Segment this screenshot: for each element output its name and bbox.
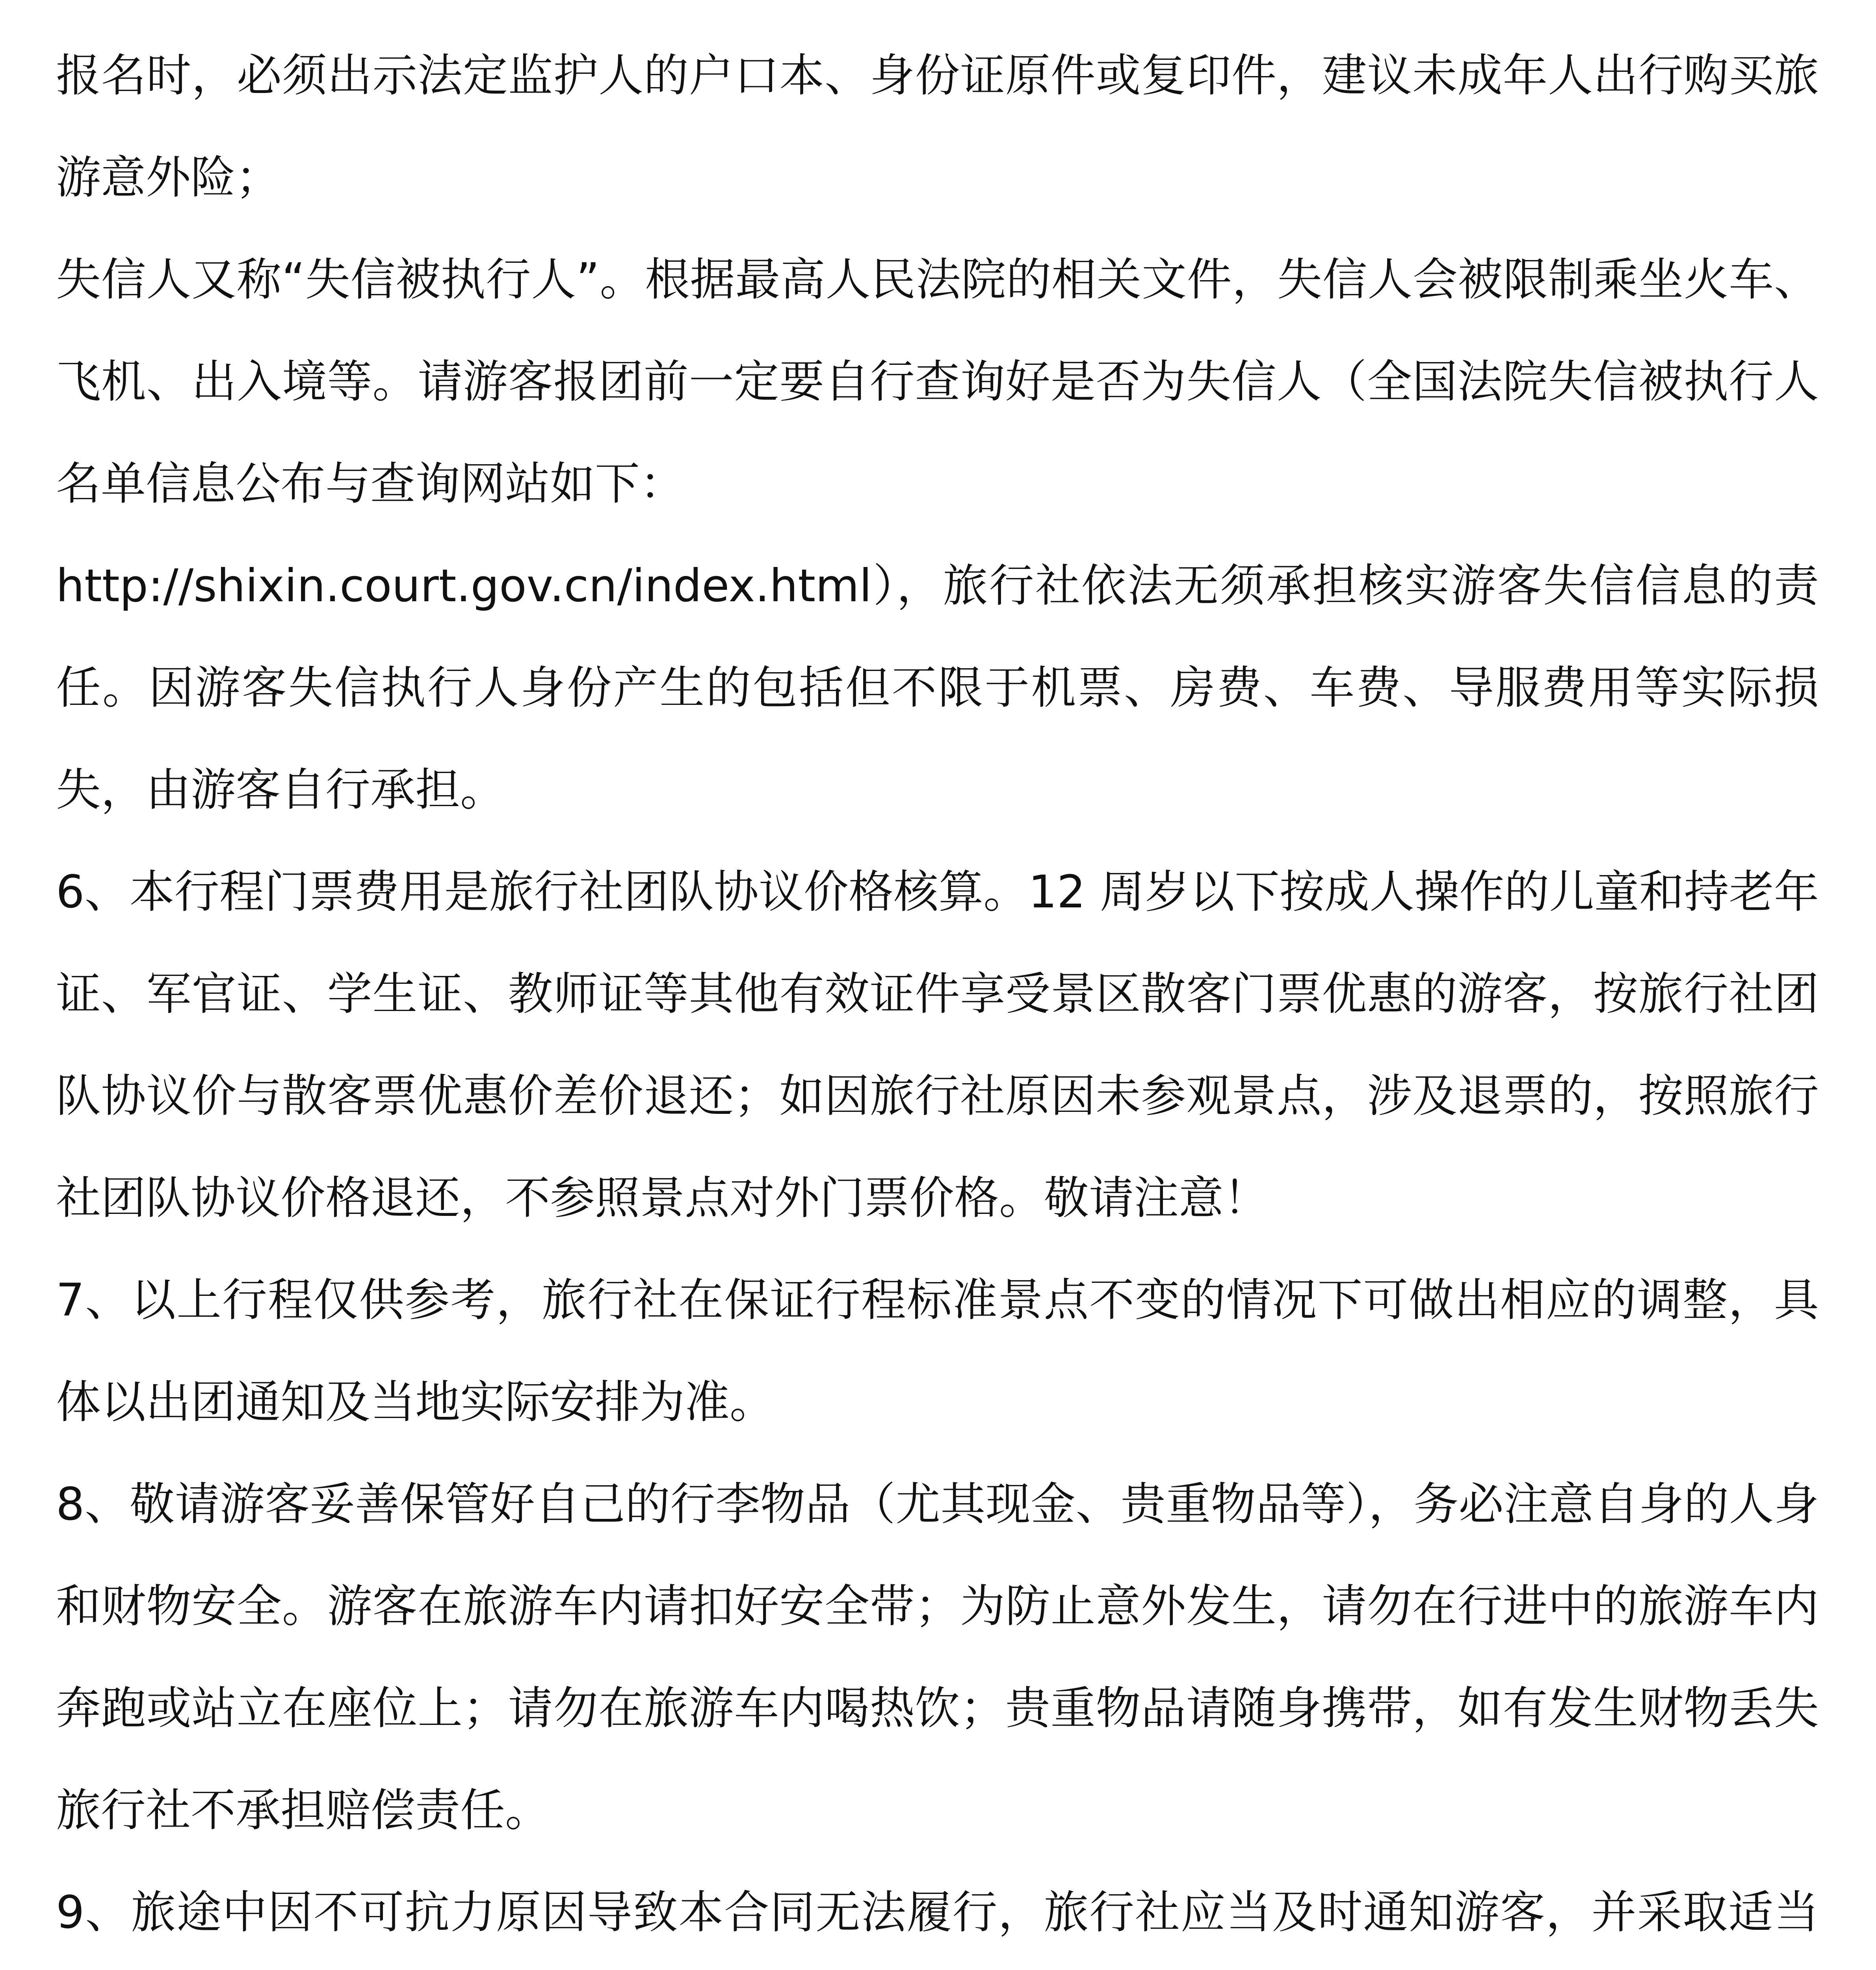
paragraph-dishonest-url: http://shixin.court.gov.cn/index.html），旅行社依法无须承担核实游客失信信息的责任。因游客失信执行人身份产生的包括但不限于机票、房费、车费、导服费用等实际损失，由游客自行承担。 [56, 559, 1819, 816]
paragraph-dishonest-person: 失信人又称“失信被执行人”。根据最高人民法院的相关文件，失信人会被限制乘坐火车、飞机、出入境等。请游客报团前一定要自行查询好是否为失信人（全国法院失信被执行人名单信息公布与查询网站如下： [56, 253, 1819, 510]
paragraph-item-6-tickets: 6、本行程门票费用是旅行社团队协议价格核算。12 周岁以下按成人操作的儿童和持老年证、军官证、学生证、教师证等其他有效证件享受景区散客门票优惠的游客，按旅行社团队协议价与散客票优惠价差价退还；如因旅行社原因未参观景点，涉及退票的，按照旅行社团队协议价格退还，不参照景点对外门票价格。敬请注意！ [56, 866, 1819, 1224]
paragraph-item-8-belongings: 8、敬请游客妥善保管好自己的行李物品（尤其现金、贵重物品等），务必注意自身的人身和财物安全。游客在旅游车内请扣好安全带；为防止意外发生，请勿在行进中的旅游车内奔跑或站立在座位上；请勿在旅游车内喝热饮；贵重物品请随身携带，如有发生财物丢失旅行社不承担赔偿责任。 [56, 1478, 1819, 1836]
paragraph-item-7-itinerary: 7、以上行程仅供参考，旅行社在保证行程标准景点不变的情况下可做出相应的调整，具体以出团通知及当地实际安排为准。 [56, 1274, 1819, 1428]
paragraph-item-9-force-majeure: 9、旅途中因不可抗力原因导致本合同无法履行，旅行社应当及时通知游客，并采取适当 [56, 1886, 1819, 1938]
paragraph-guardian-id: 报名时，必须出示法定监护人的户口本、身份证原件或复印件，建议未成年人出行购买旅游意外险； [56, 49, 1819, 204]
document-body [56, 24, 1819, 1970]
